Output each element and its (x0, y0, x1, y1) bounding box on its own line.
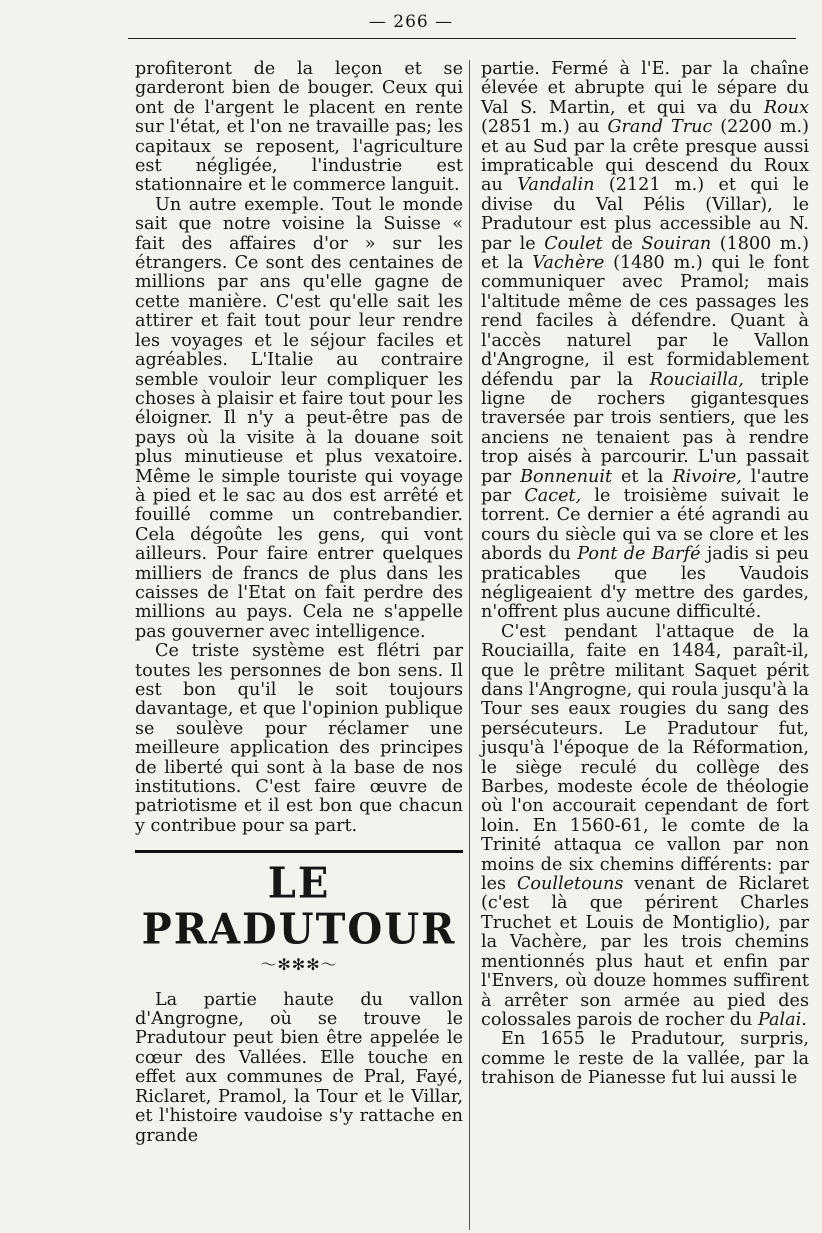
italic-run: Grand Truc (607, 117, 713, 138)
italic-run: Vandalin (517, 175, 595, 196)
ornament-divider: 〜✻✻✻〜 (260, 955, 338, 975)
text-run: venant de Riclaret (c'est là que périrent Charles Truchet et Louis de Montiglio), par la Vachère, par les trois chemins mentionnés plus haut et enfin par l'Envers, où douze hommes suffirent à arrêter son armée au pied des colossales parois de rocher du (481, 874, 809, 1030)
paragraph: Ce triste système est flétri par toutes les personnes de bon sens. Il est bon qu'il le soit toujours davantage, et que l'opinion publique se soulève pour réclamer une meilleure application des principes de liberté qui sont à la base de nos institutions. C'est faire œuvre de patriotisme et il est bon que chacun y contribue pour sa part. (135, 641, 463, 836)
left-column (135, 60, 463, 1146)
italic-run: Palai. (757, 1009, 807, 1030)
text-run: (1480 m.) qui le font communiquer avec Pramol; mais l'altitude même de ces passages les rend faciles à défendre. Quant à l'accès naturel par le Vallon d'Angrogne, il est formidablement défendu par la (481, 253, 809, 390)
italic-run: Pont de Barfé (577, 544, 701, 565)
paragraph: En 1655 le Pradutour, surpris, comme le reste de la vallée, par la trahison de Pianesse fut lui aussi le (481, 1029, 809, 1089)
text-run: (2851 m.) au (481, 117, 608, 138)
text-run: l'autre par (481, 466, 809, 506)
text-run: et la (612, 466, 673, 487)
text-run: (2200 m.) et au Sud par la crête presque aussi impraticable qui descend du Roux au (481, 117, 809, 196)
text-run: partie. Fermé à l'E. par la chaîne élevée et abrupte qui le sépare du Val S. Martin, et qui va du (481, 59, 809, 118)
text-run: le troisième suivait le torrent. Ce dernier a été agrandi au cours du siècle qui va se clore et les abords du (481, 485, 809, 565)
italic-run: Coulletouns (516, 874, 624, 895)
text-run: de (602, 233, 642, 254)
italic-run: Rivoire, (672, 466, 742, 487)
section-heading: LE PRADUTOUR (141, 858, 457, 955)
paragraph: profiteront de la leçon et se garderont bien de bouger. Ceux qui ont de l'argent le placent en rente sur l'état, et l'on ne travaille pas; les capitaux se reposent, l'agriculture est négligée, l'industrie est stationnaire et le commerce languit. (135, 59, 463, 196)
paragraph (481, 60, 809, 623)
paragraph: La partie haute du vallon d'Angrogne, où se trouve le Pradutour peut bien être appelée le cœur des Vallées. Elle touche en effet aux communes de Pral, Fayé, Riclaret, Pramol, la Tour et le Villar, et l'histoire vaudoise s'y rattache en grande (135, 989, 463, 1146)
header-rule (128, 38, 796, 39)
italic-run: Rouciailla, (649, 369, 744, 390)
text-run: jadis si peu praticables que les Vaudois négligeaient d'y mettre des gardes, n'offrent plus aucune difficulté. (481, 544, 809, 623)
italic-run: Vachère (532, 253, 605, 274)
section-rule (135, 850, 463, 853)
paragraph (481, 623, 809, 1031)
text-run: (1800 m.) et la (481, 233, 809, 274)
text-run: (2121 m.) et qui le divise du Val Pélis (Villar), le Pradutour est plus accessible au N. par le (481, 175, 810, 254)
text-run: triple ligne de rochers gigantesques traversée par trois sentiers, que les anciens ne tenaient pas à rendre trop aisés à parcourir. L'un passait par (481, 369, 809, 487)
italic-run: Souiran (641, 233, 712, 254)
italic-run: Coulet (544, 233, 603, 254)
italic-run: Bonnenuit (520, 466, 613, 487)
right-column (481, 60, 809, 1089)
text-run: C'est pendant l'attaque de la Rouciailla, faite en 1484, paraît-il, que le prêtre militant Saquet périt dans l'Angrogne, qui roula jusqu'à la Tour ses eaux rougies du sang des persécuteurs. Le Pradutour fut, jusqu'à l'époque de la Réformation, le siège reculé du collège des Barbes, modeste école de théologie où l'on accourait cependant de fort loin. En 1560-61, le comte de la Trinité attaqua ce vallon par non moins de six chemins différents: par les (481, 621, 809, 895)
italic-run: Cacet, (524, 485, 582, 506)
paragraph: Un autre exemple. Tout le monde sait que notre voisine la Suisse « fait des affaires d'or » sur les étrangers. Ce sont des centaines de millions par ans qu'elle gagne de cette manière. C'est qu'elle sait les attirer et fait tout pour leur rendre les voyages et le séjour faciles et agréables. L'Italie au contraire semble vouloir leur compliquer les choses à plaisir et faire tout pour les éloigner. Il n'y a peut-être pas de pays où la visite à la douane soit plus minutieuse et plus vexatoire. Même le simple touriste qui voyage à pied et le sac au dos est arrêté et fouillé comme un contrebandier. Cela dégoûte les gens, qui vont ailleurs. Pour faire entrer quelques milliers de francs de plus dans les caisses de l'Etat on fait perdre des millions au pays. Cela ne s'appelle pas gouverner avec intelligence. (135, 194, 463, 642)
italic-run: Roux (763, 97, 809, 118)
column-divider (469, 60, 470, 1230)
page-number: — 266 — (368, 12, 454, 32)
